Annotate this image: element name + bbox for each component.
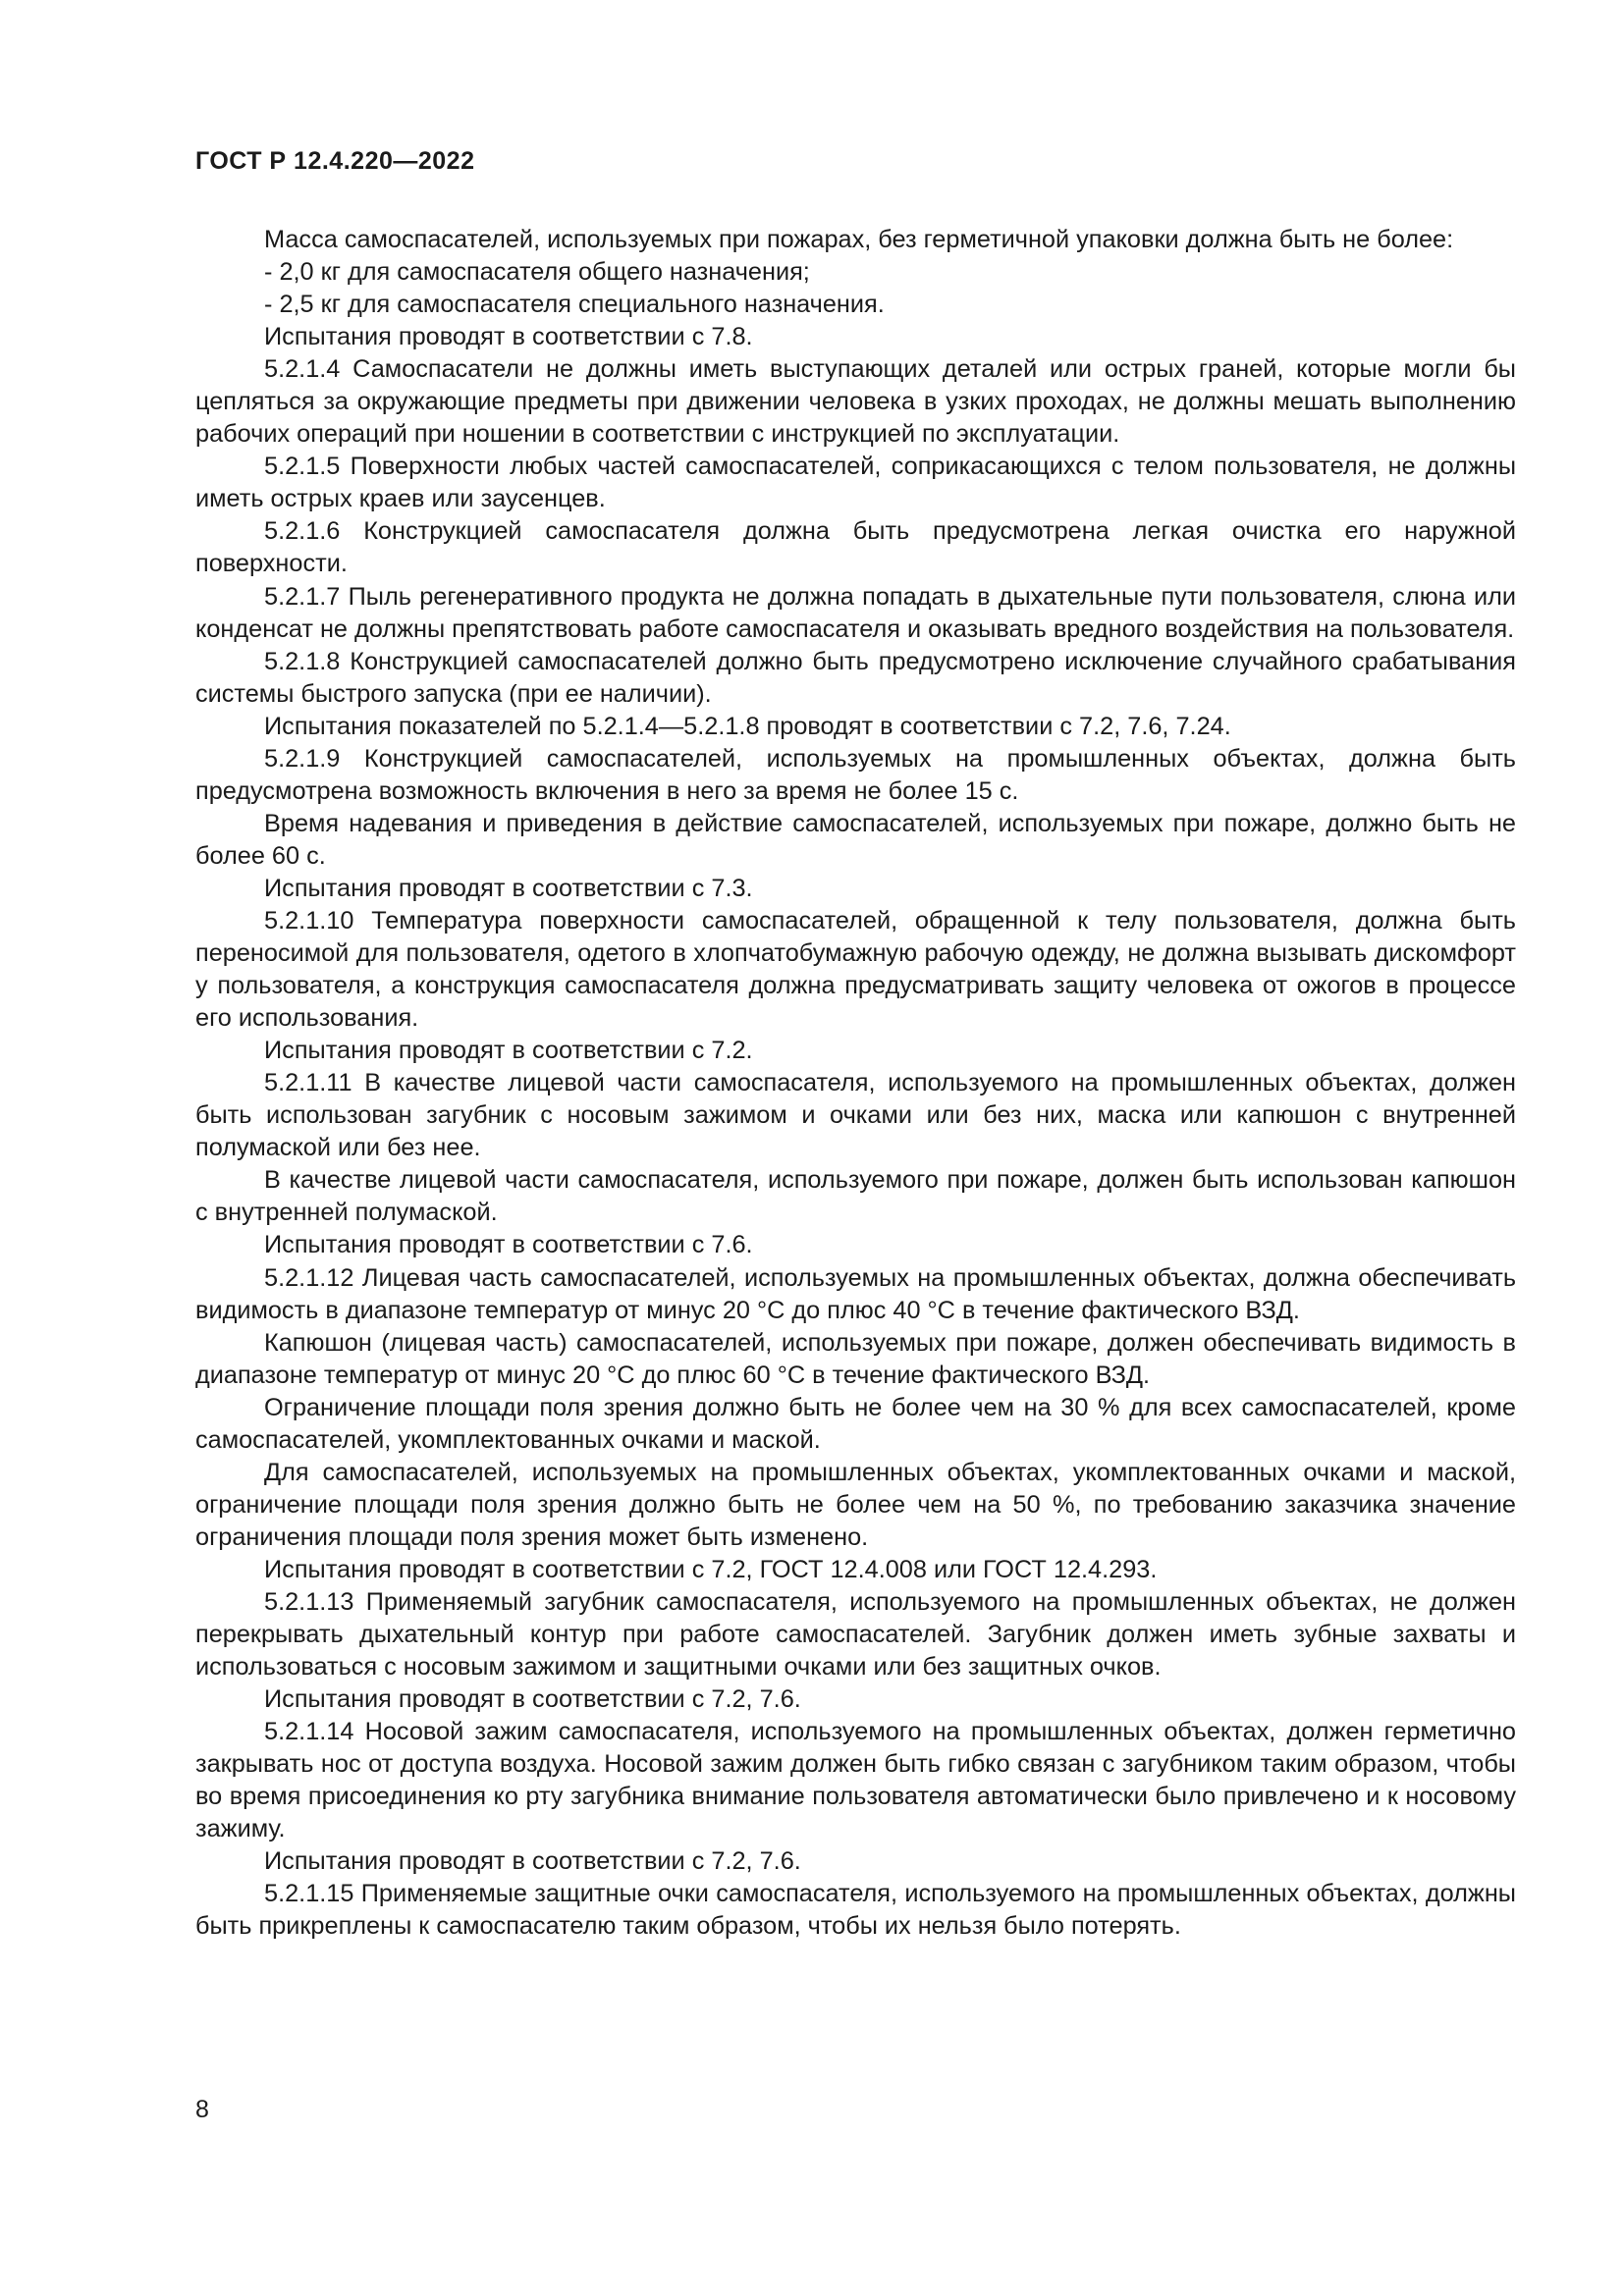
clause-5-2-1-4: 5.2.1.4 Самоспасатели не должны иметь выступающих деталей или острых граней, которые могли бы цепляться за окружающие предметы при движении человека в узких проходах, не должны мешать выполнению рабочих операций при ношении в соответствии с инструкцией по эксплуатации.	[195, 355, 1516, 449]
document-header: ГОСТ Р 12.4.220—2022	[195, 147, 475, 175]
clause-5-2-1-10: 5.2.1.10 Температура поверхности самоспасателей, обращенной к телу пользователя, должна быть переносимой для пользователя, одетого в хлопчатобумажную рабочую одежду, не должна вызывать дискомфорт у пользователя, а конструкция самоспасателя должна предусматривать защиту человека от ожогов в процессе его использования.	[195, 906, 1516, 1033]
paragraph: Капюшон (лицевая часть) самоспасателей, используемых при пожаре, должен обеспечивать видимость в диапазоне температур от минус 20 °С до плюс 60 °С в течение фактического ВЗД.	[195, 1328, 1516, 1389]
clause-5-2-1-6: 5.2.1.6 Конструкцией самоспасателя должна быть предусмотрена легкая очистка его наружной поверхности.	[195, 517, 1516, 578]
paragraph: Испытания проводят в соответствии с 7.2, 7.6.	[264, 1847, 801, 1876]
paragraph: В качестве лицевой части самоспасателя, используемого при пожаре, должен быть использован капюшон с внутренней полумаской.	[195, 1166, 1516, 1227]
document-body	[195, 224, 1516, 1943]
clause-5-2-1-15: 5.2.1.15 Применяемые защитные очки самоспасателя, используемого на промышленных объектах, должны быть прикреплены к самоспасателю таким образом, чтобы их нельзя было потерять.	[195, 1880, 1516, 1941]
paragraph: Для самоспасателей, используемых на промышленных объектах, укомплектованных очками и маской, ограничение площади поля зрения должно быть не более чем на 50 %, по требованию заказчика значение ограничения площади поля зрения может быть изменено.	[195, 1458, 1516, 1551]
clause-5-2-1-8: 5.2.1.8 Конструкцией самоспасателей должно быть предусмотрено исключение случайного срабатывания системы быстрого запуска (при ее наличии).	[195, 647, 1516, 708]
page-number: 8	[195, 2096, 209, 2123]
clause-5-2-1-7: 5.2.1.7 Пыль регенеративного продукта не должна попадать в дыхательные пути пользователя, слюна или конденсат не должны препятствовать работе самоспасателя и оказывать вредного воздействия на пользователя.	[195, 582, 1516, 643]
clause-5-2-1-12: 5.2.1.12 Лицевая часть самоспасателей, используемых на промышленных объектах, должна обеспечивать видимость в диапазоне температур от минус 20 °С до плюс 40 °С в течение фактического ВЗД.	[195, 1263, 1516, 1324]
paragraph: Масса самоспасателей, используемых при пожарах, без герметичной упаковки должна быть не более:	[264, 226, 1454, 253]
paragraph: Испытания проводят в соответствии с 7.8.	[264, 323, 753, 351]
paragraph: Время надевания и приведения в действие самоспасателей, используемых при пожаре, должно быть не более 60 с.	[195, 809, 1516, 870]
list-item: - 2,5 кг для самоспасателя специального назначения.	[264, 291, 885, 319]
paragraph: Ограничение площади поля зрения должно быть не более чем на 30 % для всех самоспасателей, кроме самоспасателей, укомплектованных очками и маской.	[195, 1393, 1516, 1454]
paragraph: Испытания проводят в соответствии с 7.2, 7.6.	[264, 1685, 801, 1714]
paragraph: Испытания показателей по 5.2.1.4—5.2.1.8 проводят в соответствии с 7.2, 7.6, 7.24.	[264, 712, 1231, 740]
paragraph: Испытания проводят в соответствии с 7.3.	[264, 874, 753, 902]
clause-5-2-1-11: 5.2.1.11 В качестве лицевой части самоспасателя, используемого на промышленных объектах, должен быть использован загубник с носовым зажимом и очками или без них, маска или капюшон с внутренней полумаской или без нее.	[195, 1069, 1516, 1162]
list-item: - 2,0 кг для самоспасателя общего назначения;	[264, 258, 810, 287]
clause-5-2-1-5: 5.2.1.5 Поверхности любых частей самоспасателей, соприкасающихся с телом пользователя, не должны иметь острых краев или заусенцев.	[195, 453, 1516, 513]
clause-5-2-1-13: 5.2.1.13 Применяемый загубник самоспасателя, используемого на промышленных объектах, не должен перекрывать дыхательный контур при работе самоспасателей. Загубник должен иметь зубные захваты и использоваться с носовым зажимом и защитными очками или без защитных очков.	[195, 1587, 1516, 1682]
clause-5-2-1-9: 5.2.1.9 Конструкцией самоспасателей, используемых на промышленных объектах, должна быть предусмотрена возможность включения в него за время не более 15 с.	[195, 744, 1516, 805]
paragraph: Испытания проводят в соответствии с 7.2, ГОСТ 12.4.008 или ГОСТ 12.4.293.	[264, 1555, 1158, 1583]
paragraph: Испытания проводят в соответствии с 7.2.	[264, 1037, 753, 1065]
clause-5-2-1-14: 5.2.1.14 Носовой зажим самоспасателя, используемого на промышленных объектах, должен герметично закрывать нос от доступа воздуха. Носовой зажим должен быть гибко связан с загубником таким образом, чтобы во время присоединения ко рту загубника внимание пользователя автоматически было привлечено и к носовому зажиму.	[195, 1718, 1516, 1843]
paragraph: Испытания проводят в соответствии с 7.6.	[264, 1231, 753, 1259]
